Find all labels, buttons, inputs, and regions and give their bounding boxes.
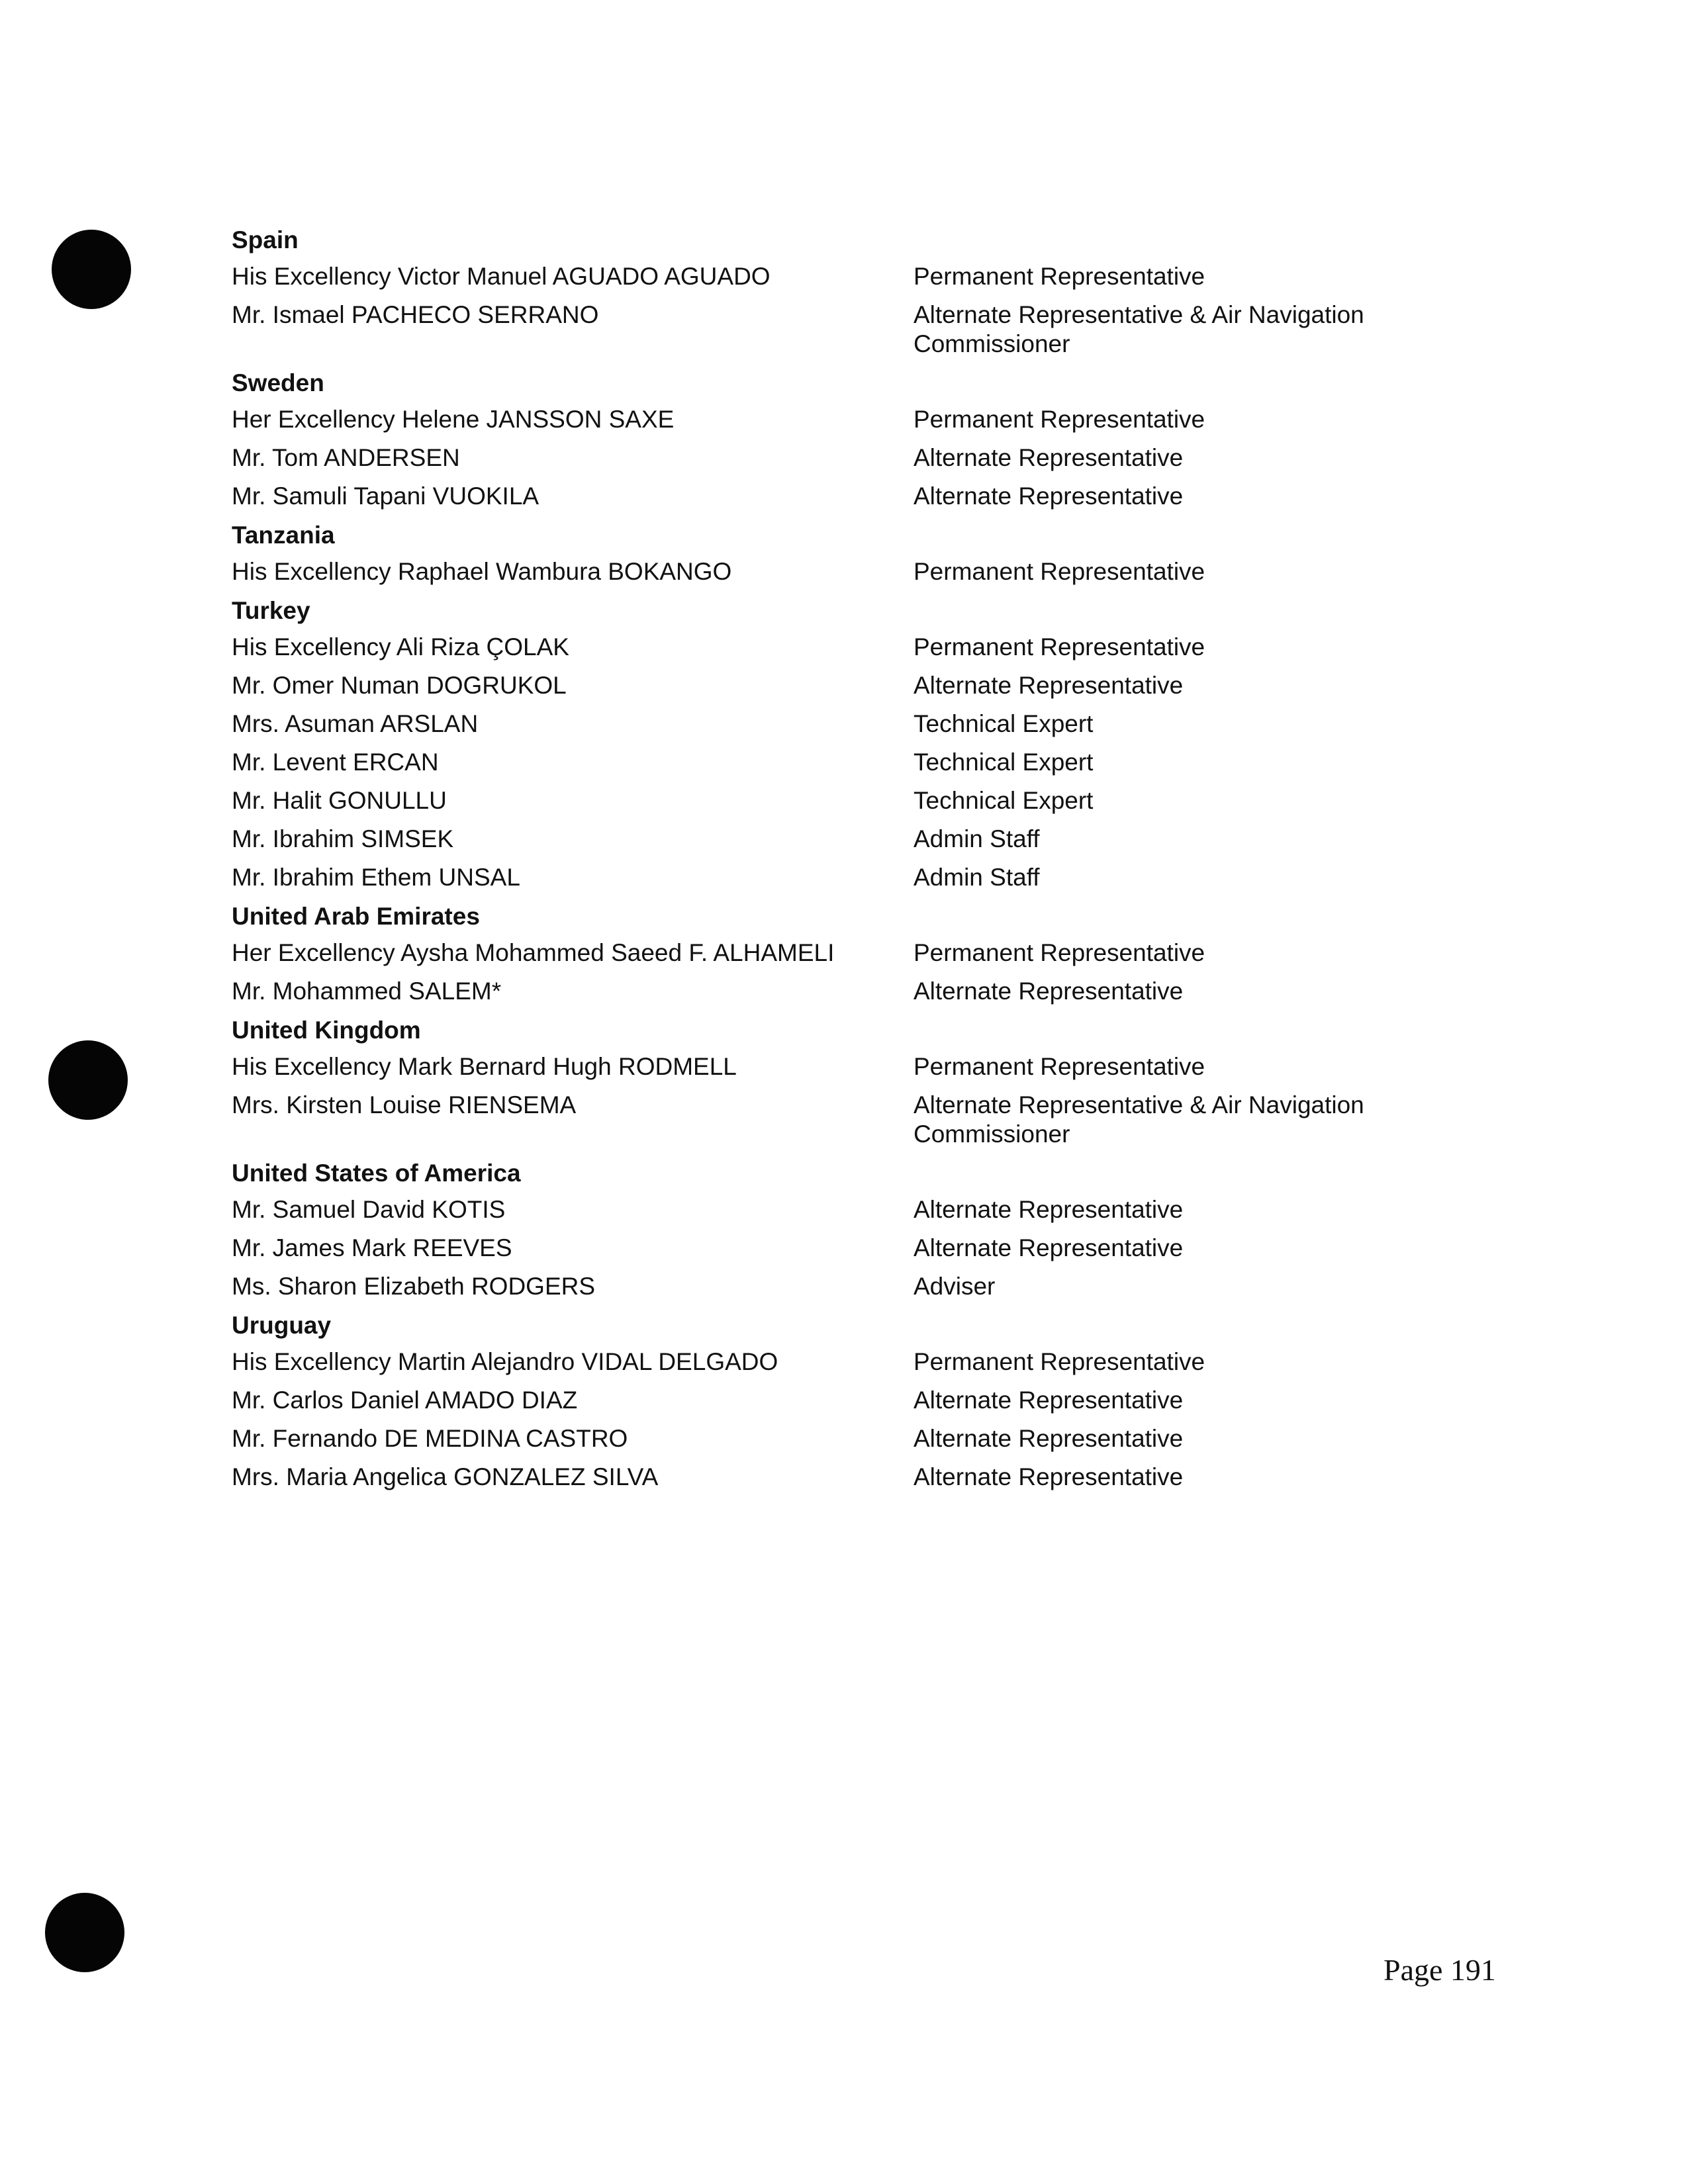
delegate-role: Permanent Representative xyxy=(914,263,1205,290)
delegate-row xyxy=(232,557,1423,586)
delegate-name: Mr. Ibrahim SIMSEK xyxy=(232,825,454,852)
delegate-name: Mr. Omer Numan DOGRUKOL xyxy=(232,672,567,699)
country-heading: United Kingdom xyxy=(232,1017,421,1044)
country-section xyxy=(232,901,1423,1006)
delegate-role: Alternate Representative xyxy=(914,672,1184,699)
delegate-row xyxy=(232,1052,1423,1081)
delegate-row xyxy=(232,633,1423,662)
delegate-row xyxy=(232,1272,1423,1301)
delegate-name: Mr. Ibrahim Ethem UNSAL xyxy=(232,864,520,891)
delegate-row xyxy=(232,443,1423,473)
delegate-row xyxy=(232,709,1423,739)
country-section xyxy=(232,368,1423,511)
country-section xyxy=(232,1310,1423,1492)
delegate-name: Mr. Mohammed SALEM* xyxy=(232,978,502,1005)
delegate-role: Alternate Representative & Air Navigation Commissioner xyxy=(914,1091,1364,1148)
delegate-name: Mrs. Kirsten Louise RIENSEMA xyxy=(232,1091,577,1118)
country-heading: Uruguay xyxy=(232,1312,332,1339)
delegate-role: Permanent Representative xyxy=(914,558,1205,585)
delegate-name: Mrs. Asuman ARSLAN xyxy=(232,710,479,737)
delegate-row xyxy=(232,1234,1423,1263)
delegate-row xyxy=(232,1386,1423,1415)
delegate-role: Alternate Representative xyxy=(914,1425,1184,1452)
delegate-name: Mr. Ismael PACHECO SERRANO xyxy=(232,301,599,328)
country-section xyxy=(232,596,1423,892)
delegate-row xyxy=(232,977,1423,1006)
delegate-name: Mr. Halit GONULLU xyxy=(232,787,447,814)
delegate-name: Mrs. Maria Angelica GONZALEZ SILVA xyxy=(232,1463,659,1490)
delegate-role: Technical Expert xyxy=(914,749,1094,776)
delegate-row xyxy=(232,1091,1423,1149)
delegate-role: Alternate Representative xyxy=(914,444,1184,471)
delegate-role: Permanent Representative xyxy=(914,633,1205,660)
delegate-row xyxy=(232,1424,1423,1453)
delegate-row xyxy=(232,405,1423,434)
country-heading: United States of America xyxy=(232,1160,521,1187)
delegate-role: Permanent Representative xyxy=(914,1348,1205,1375)
country-heading: United Arab Emirates xyxy=(232,903,480,930)
country-section xyxy=(232,1015,1423,1149)
delegate-name: Mr. Samuli Tapani VUOKILA xyxy=(232,482,539,510)
delegate-name: Ms. Sharon Elizabeth RODGERS xyxy=(232,1273,596,1300)
delegate-name: Her Excellency Aysha Mohammed Saeed F. ALHAMELI xyxy=(232,939,835,966)
country-heading: Sweden xyxy=(232,369,324,396)
delegate-role: Alternate Representative xyxy=(914,1196,1184,1223)
delegate-name: Mr. Levent ERCAN xyxy=(232,749,439,776)
delegate-name: Her Excellency Helene JANSSON SAXE xyxy=(232,406,675,433)
delegate-name: Mr. Tom ANDERSEN xyxy=(232,444,460,471)
punch-hole xyxy=(52,230,131,309)
delegate-row xyxy=(232,863,1423,892)
delegate-row xyxy=(232,1347,1423,1377)
punch-hole xyxy=(48,1040,128,1120)
page-number: Page 191 xyxy=(1383,1953,1496,1987)
delegate-row xyxy=(232,1463,1423,1492)
delegate-name: Mr. Carlos Daniel AMADO DIAZ xyxy=(232,1387,578,1414)
delegate-role: Technical Expert xyxy=(914,710,1094,737)
delegate-name: His Excellency Ali Riza ÇOLAK xyxy=(232,633,569,660)
delegate-name: His Excellency Victor Manuel AGUADO AGUADO xyxy=(232,263,771,290)
delegate-name: His Excellency Mark Bernard Hugh RODMELL xyxy=(232,1053,737,1080)
delegate-role: Alternate Representative xyxy=(914,978,1184,1005)
delegate-role: Adviser xyxy=(914,1273,996,1300)
delegate-role: Admin Staff xyxy=(914,864,1040,891)
country-heading: Tanzania xyxy=(232,522,335,549)
delegation-list xyxy=(232,225,1423,1501)
delegate-name: His Excellency Martin Alejandro VIDAL DELGADO xyxy=(232,1348,778,1375)
country-section xyxy=(232,225,1423,359)
delegate-role: Technical Expert xyxy=(914,787,1094,814)
delegate-name: His Excellency Raphael Wambura BOKANGO xyxy=(232,558,732,585)
country-section xyxy=(232,520,1423,586)
country-heading: Turkey xyxy=(232,597,310,624)
delegate-role: Alternate Representative xyxy=(914,1463,1184,1490)
delegate-role: Alternate Representative xyxy=(914,1234,1184,1261)
country-heading: Spain xyxy=(232,226,299,253)
delegate-row xyxy=(232,262,1423,291)
delegate-role: Admin Staff xyxy=(914,825,1040,852)
delegate-row xyxy=(232,482,1423,511)
delegate-row xyxy=(232,671,1423,700)
delegate-role: Alternate Representative xyxy=(914,482,1184,510)
delegate-row xyxy=(232,786,1423,815)
delegate-role: Permanent Representative xyxy=(914,406,1205,433)
delegate-role: Alternate Representative & Air Navigation Commissioner xyxy=(914,301,1364,357)
country-section xyxy=(232,1158,1423,1301)
delegate-row xyxy=(232,748,1423,777)
delegate-role: Alternate Representative xyxy=(914,1387,1184,1414)
delegate-name: Mr. Samuel David KOTIS xyxy=(232,1196,506,1223)
delegate-row xyxy=(232,300,1423,359)
delegate-name: Mr. James Mark REEVES xyxy=(232,1234,512,1261)
delegate-row xyxy=(232,1195,1423,1224)
delegate-role: Permanent Representative xyxy=(914,1053,1205,1080)
delegate-row xyxy=(232,825,1423,854)
delegate-name: Mr. Fernando DE MEDINA CASTRO xyxy=(232,1425,628,1452)
delegate-row xyxy=(232,938,1423,968)
delegate-role: Permanent Representative xyxy=(914,939,1205,966)
punch-hole xyxy=(45,1893,124,1972)
